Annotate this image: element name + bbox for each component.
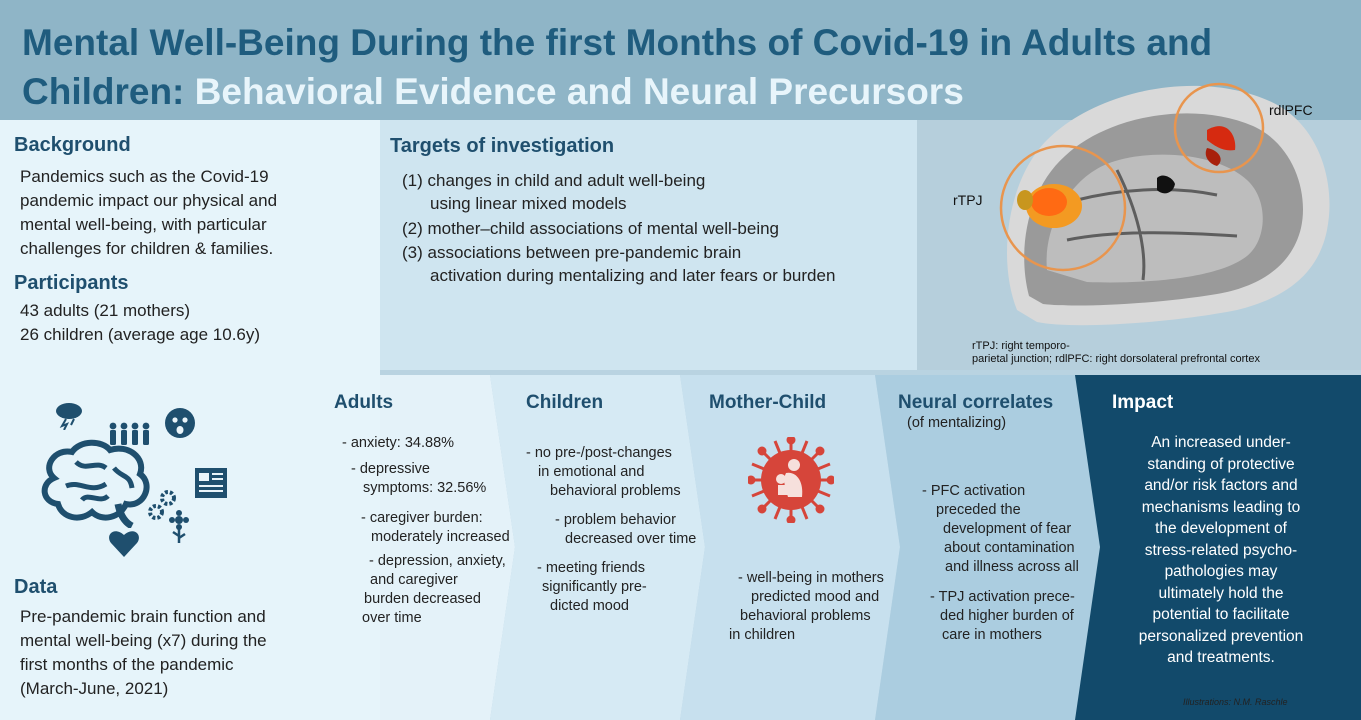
children-line-3: behavioral problems bbox=[550, 483, 681, 499]
rtpj-label: rTPJ bbox=[953, 192, 983, 208]
adults-title: Adults bbox=[334, 392, 394, 413]
impact-line-6: stress-related psycho- bbox=[1144, 541, 1298, 559]
children-line-6: - meeting friends bbox=[537, 560, 645, 576]
impact-line-7: pathologies may bbox=[1164, 563, 1278, 580]
impact-line-3: and/or risk factors and bbox=[1144, 477, 1298, 494]
adults-line-5: moderately increased bbox=[371, 529, 510, 545]
neural-line-6: - TPJ activation prece- bbox=[930, 589, 1075, 605]
impact-line-2: standing of protective bbox=[1147, 455, 1295, 473]
adults-line-7: and caregiver bbox=[370, 572, 458, 588]
brain-icon bbox=[36, 438, 156, 528]
background-line-3: mental well-being, with particular bbox=[20, 215, 267, 234]
neural-line-7: ded higher burden of bbox=[940, 608, 1074, 624]
title-sub: Behavioral Evidence and Neural Precursors bbox=[194, 71, 964, 112]
adults-line-4: - caregiver burden: bbox=[361, 510, 483, 526]
neural-title: Neural correlates bbox=[898, 392, 1054, 413]
neural-line-5: and illness across all bbox=[945, 559, 1079, 575]
impact-line-4: mechanisms leading to bbox=[1141, 498, 1301, 516]
participants-line-1: 43 adults (21 mothers) bbox=[20, 301, 191, 320]
background-heading: Background bbox=[14, 134, 131, 156]
neural-line-1: - PFC activation bbox=[922, 483, 1026, 499]
virus-mother-child-icon bbox=[748, 437, 834, 523]
impact-line-8: ultimately hold the bbox=[1158, 584, 1284, 602]
data-line-3: first months of the pandemic bbox=[20, 655, 234, 674]
participants-line-2: 26 children (average age 10.6y) bbox=[20, 325, 261, 344]
targets-line-4: (3) associations between pre-pandemic brain bbox=[402, 243, 742, 262]
adults-line-9: over time bbox=[362, 610, 422, 626]
rdlpfc-label: rdlPFC bbox=[1269, 102, 1313, 118]
adults-line-6: - depression, anxiety, bbox=[369, 553, 506, 569]
newspaper-icon bbox=[194, 467, 228, 499]
children-title: Children bbox=[526, 392, 604, 413]
impact-line-1: An increased under- bbox=[1151, 434, 1291, 451]
impact-line-10: personalized prevention bbox=[1138, 627, 1304, 645]
brain-caption-2: parietal junction; rdlPFC: right dorsolateral prefrontal cortex bbox=[972, 353, 1260, 365]
targets-line-5: activation during mentalizing and later fears or burden bbox=[430, 266, 836, 285]
children-line-7: significantly pre- bbox=[542, 579, 647, 595]
targets-line-2: using linear mixed models bbox=[430, 194, 627, 213]
targets-line-3: (2) mother–child associations of mental well-being bbox=[402, 219, 780, 238]
worried-face-icon bbox=[164, 407, 196, 439]
storm-cloud-icon bbox=[52, 400, 86, 430]
mother-child-title: Mother-Child bbox=[709, 392, 827, 413]
mother-child-line-4: in children bbox=[729, 627, 796, 643]
neural-line-4: about contamination bbox=[944, 540, 1075, 556]
impact-line-9: potential to facilitate bbox=[1152, 606, 1290, 623]
heart-icon bbox=[108, 528, 140, 558]
participants-heading: Participants bbox=[14, 272, 129, 294]
impact-line-5: the development of bbox=[1155, 520, 1287, 537]
illustration-credit: Illustrations: N.M. Raschle bbox=[1183, 697, 1288, 707]
targets-heading: Targets of investigation bbox=[390, 135, 615, 157]
data-heading: Data bbox=[14, 576, 58, 598]
mother-child-line-1: - well-being in mothers bbox=[738, 570, 884, 586]
neural-line-8: care in mothers bbox=[942, 627, 1042, 643]
children-line-8: dicted mood bbox=[550, 598, 629, 614]
title-main: Mental Well-Being During the first Months of Covid-19 in Adults and Children: bbox=[22, 22, 1213, 112]
impact-title: Impact bbox=[1112, 392, 1174, 413]
impact-line-11: and treatments. bbox=[1167, 649, 1275, 666]
adults-line-2: - depressive bbox=[351, 461, 430, 477]
neural-subtitle: (of mentalizing) bbox=[907, 415, 1007, 431]
impact-text bbox=[1090, 432, 1352, 669]
brain-caption-1: rTPJ: right temporo- bbox=[972, 340, 1070, 352]
children-line-1: - no pre-/post-changes bbox=[526, 445, 672, 461]
neural-line-3: development of fear bbox=[943, 521, 1072, 537]
neural-line-2: preceded the bbox=[936, 502, 1021, 518]
data-line-1: Pre-pandemic brain function and bbox=[20, 607, 266, 626]
flower-icon bbox=[166, 510, 192, 544]
children-line-2: in emotional and bbox=[538, 464, 645, 480]
mother-child-line-2: predicted mood and bbox=[751, 589, 880, 605]
mother-child-line-3: behavioral problems bbox=[740, 608, 871, 624]
targets-line-1: (1) changes in child and adult well-being bbox=[402, 171, 706, 190]
adults-line-3: symptoms: 32.56% bbox=[363, 480, 487, 496]
background-line-1: Pandemics such as the Covid-19 bbox=[20, 167, 269, 186]
children-line-4: - problem behavior bbox=[555, 512, 676, 528]
children-line-5: decreased over time bbox=[565, 531, 697, 547]
background-line-4: challenges for children & families. bbox=[20, 239, 274, 258]
adults-line-8: burden decreased bbox=[364, 591, 481, 607]
data-line-4: (March-June, 2021) bbox=[20, 679, 169, 698]
data-line-2: mental well-being (x7) during the bbox=[20, 631, 267, 650]
background-line-2: pandemic impact our physical and bbox=[20, 191, 278, 210]
adults-line-1: - anxiety: 34.88% bbox=[342, 435, 455, 451]
